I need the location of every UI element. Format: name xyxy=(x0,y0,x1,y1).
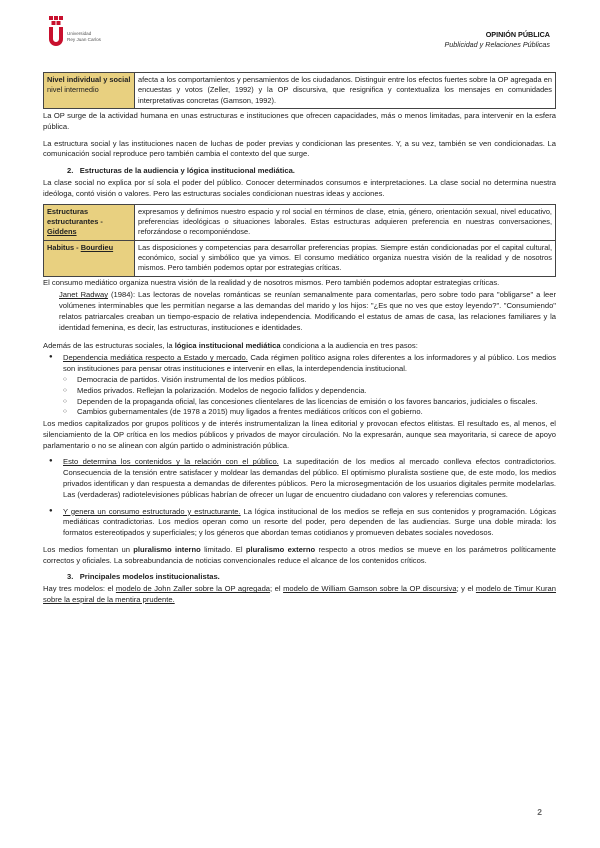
table-text-cell: Las disposiciones y competencias para desarrollar preferencias propias. Siempre están condicionadas por el capital cultural, económico, social y simbólico que ya vimos. El consumo mediático organiza nuestra visión de la realidad y de nosotros mismos. Pero también podemos optar por estrategias críticas. xyxy=(135,240,556,276)
model-link[interactable]: modelo de John Zaller sobre la OP agregada xyxy=(115,584,271,594)
paragraph: Hay tres modelos: el modelo de John Zaller sobre la OP agregada; el modelo de William Gamson sobre la OP discursiva; y el modelo de Timur Kuran sobre la espiral de la mentira prudente. xyxy=(43,584,557,605)
list-item: ● Dependencia mediática respecto a Estado y mercado. Cada régimen político asigna roles diferentes a los informadores y al público. Los medios son instituciones para pensar otras instituciones e intervenir en ellas, la interdependencia institucional. ○ Democracia de partidos. Visión instrumental de los medios públicos. ○ Medios privados. Reflejan la polarización. Modelos de negocio fallidos y dependencia. ○ Dependen de la propaganda oficial, las concesiones clientelares de las licencias de emisión o los favores bancarios, judiciales o fiscales. ○ Cambios gubernamentales (de 1978 a 2015) muy ligados a frentes mediáticos críticos con el gobierno. xyxy=(43,353,556,418)
bullet-list xyxy=(43,457,556,500)
table-label-cell: Estructuras estructurantes - Giddens xyxy=(44,204,135,240)
course-title: OPINIÓN PÚBLICA xyxy=(485,30,550,39)
sub-list xyxy=(43,375,556,418)
author-link[interactable]: Janet Radway xyxy=(59,290,109,300)
structures-table xyxy=(43,204,556,277)
course-subtitle: Publicidad y Relaciones Públicas xyxy=(444,40,550,50)
section-heading: 2. Estructuras de la audiencia y lógica institucional mediática. xyxy=(67,166,295,176)
author-link[interactable]: Giddens xyxy=(47,227,77,237)
table-row xyxy=(44,73,556,109)
paragraph: La estructura social y las instituciones nacen de luchas de poder previas y condicionan las presentes. Y, a su vez, también se ven condicionadas. La comunicación social reproduce pero también cambia el contexto del que surge. xyxy=(43,138,556,159)
paragraph: La clase social no explica por sí sola el poder del público. Conocer determinados consumos e interpretaciones. La clase social no determina nuestra ideóloga, contó visión o valores. Pero las estructuras sociales condicionan nuestras ideas y acciones. xyxy=(43,177,556,198)
section-heading: 3. Principales modelos institucionalistas. xyxy=(67,572,220,582)
quote-paragraph: Janet Radway (1984): Las lectoras de novelas románticas se reunían semanalmente para comentarlas, pero sobre todo para "obligarse" a leer volúmenes interminables que les permitían negarse a las demandas del marido y los hijos: "¿Es que no ves que estoy leyendo?". "Consumiendo" relatos patriarcales creaban un tiempo-espacio de relativa independencia. Modificando el estatus de amas de casa, las relaciones familiares y la identidad femenina, es decir, las estructuras, instituciones e identidades. xyxy=(59,290,557,332)
table-row xyxy=(44,240,556,276)
paragraph: La OP surge de la actividad humana en unas estructuras e instituciones que ofrecen capacidades, más o menos limitadas, para intervenir en la esfera pública. xyxy=(43,111,556,131)
paragraph: El consumo mediático organiza nuestra visión de la realidad y de nosotros mismos. Pero también podemos adoptar estrategias críticas. xyxy=(43,277,500,287)
page-number: 2 xyxy=(537,807,542,817)
table-row xyxy=(44,204,556,240)
table-label-cell: Nivel individual y social nivel intermedio xyxy=(44,73,135,109)
model-link[interactable]: modelo de Timur Kuran sobre la espiral de la mentira prudente. xyxy=(43,584,557,605)
list-item: ○ Cambios gubernamentales (de 1978 a 2015) muy ligados a frentes mediáticos críticos con el gobierno. xyxy=(43,407,556,418)
paragraph: Además de las estructuras sociales, la lógica institucional mediática condiciona a la audiencia en tres pasos: xyxy=(43,340,418,350)
table-text-cell: expresamos y definimos nuestro espacio y rol social en términos de clase, etnia, género, orientación sexual, nivel educativo, preferencias ideológicas o situaciones laborales. Estas estructuras adquieren preferencia en nuestras conversaciones, reforzándose o recomponiéndose. xyxy=(135,204,556,240)
list-item: ○ Democracia de partidos. Visión instrumental de los medios públicos. xyxy=(43,375,556,386)
logo-text: Universidad Rey Juan Carlos xyxy=(67,31,101,42)
list-item: ○ Medios privados. Reflejan la polarización. Modelos de negocio fallidos y dependencia. xyxy=(43,386,556,397)
table-label-cell: Habitus - Bourdieu xyxy=(44,240,135,276)
paragraph: Los medios capitalizados por grupos políticos y de interés instrumentalizan la línea editorial y provocan efectos elitistas. El resultado es, al menos, el silenciamiento de la OP crítica en los medios públicos y privados de mayor circulación. No la expresarán, aunque sea mayoritaria, si carece de apoyo parlamentario o no se alinean con algún partido o administración pública. xyxy=(43,419,556,450)
table-text-cell: afecta a los comportamientos y pensamientos de los ciudadanos. Distinguir entre los efectos fuertes sobre la OP agregada en encuestas y votos (Zeller, 1992) y la OP discursiva, que resignifica y contextualiza los mensajes en comunidades interpretativas concretas (Gamson, 1992). xyxy=(135,73,556,109)
paragraph: Los medios fomentan un pluralismo interno limitado. El pluralismo externo respecto a otros medios se mueve en los parámetros políticamente correctos y oficiales. La sobreabundancia de noticias convencionales reduce el alcance de los contenidos críticos. xyxy=(43,544,556,565)
level-table xyxy=(43,72,556,109)
bullet-list xyxy=(43,507,556,539)
document-header xyxy=(445,30,550,50)
model-link[interactable]: modelo de William Gamson sobre la OP discursiva xyxy=(283,584,457,594)
bullet-list xyxy=(43,353,556,418)
list-item: ● Y genera un consumo estructurado y estructurante. La lógica institucional de los medios se refleja en sus contenidos y programación. Lógicas mediáticas contradictorias. Los medios operan como un resorte del poder, pero dependen de las audiencias. Surge una doble mirada: los formatos estereotipados y superficiales; y los géneros que abordan temas cotidianos y promueven debates sociales novedosos. xyxy=(43,507,556,539)
list-item: ○ Dependen de la propaganda oficial, las concesiones clientelares de las licencias de emisión o los favores bancarios, judiciales o fiscales. xyxy=(43,397,556,408)
main-content xyxy=(43,72,556,612)
list-item: ● Esto determina los contenidos y la relación con el público. La supeditación de los medios al mercado conlleva efectos contradictorios. Consecuencia de la tensión entre satisfacer y moldear las demandas del público. El optimismo pluralista sostiene que, de este modo, los medios privados identifican y dan respuesta a demandas de diferentes públicos. Pero la microsegmentación de los usuarios digitales permite modelarlas. Las (verdaderas) radiotelevisiones públicas habrían de ofrecer un lugar de encuentro ciudadano con valores y referencias comunes. xyxy=(43,457,556,500)
author-link[interactable]: Bourdieu xyxy=(80,242,114,252)
